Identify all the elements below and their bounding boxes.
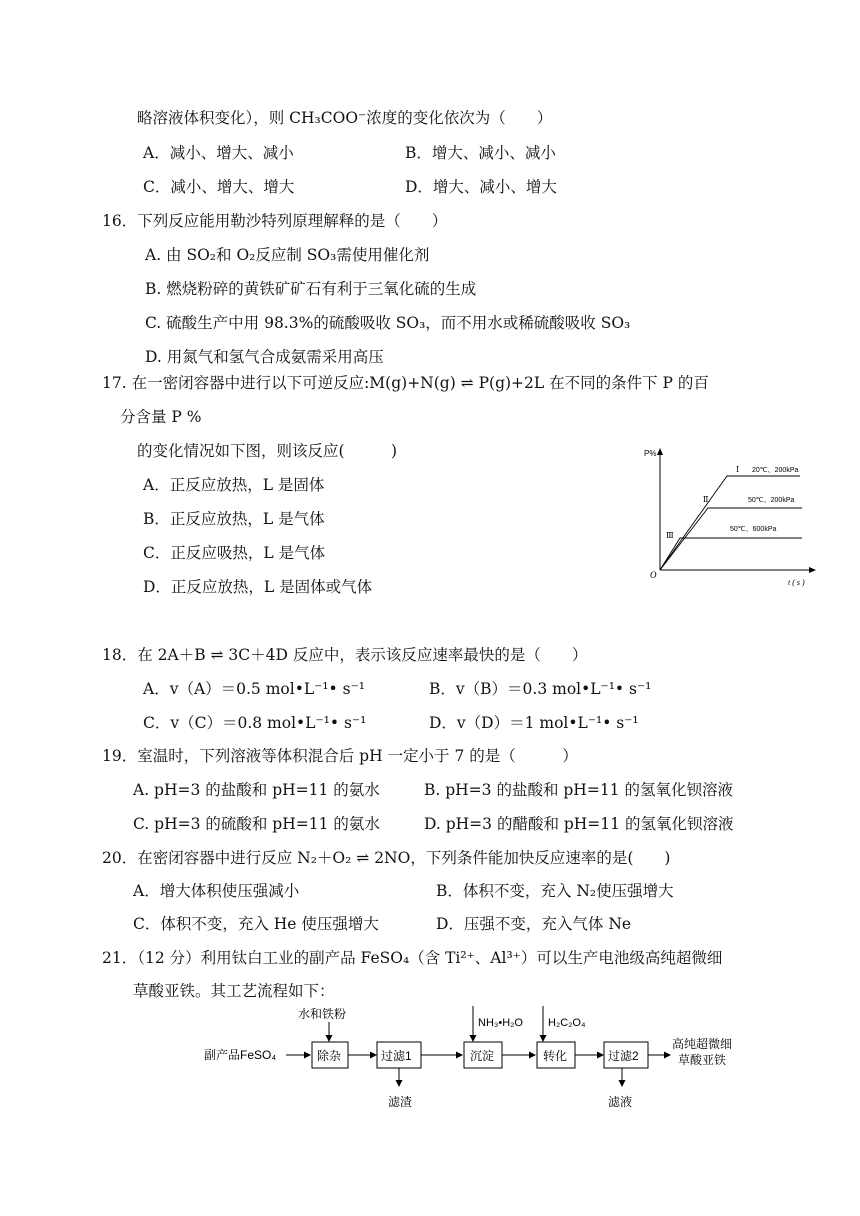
flow-product-line2: 草酸亚铁: [678, 1053, 727, 1067]
flow-waste-2: 滤液: [608, 1095, 633, 1109]
curve-2-label: Ⅱ: [703, 495, 709, 504]
q15-option-a: A．减小、增大、减小: [143, 144, 294, 162]
flow-reagent-1: 水和铁粉: [298, 1007, 347, 1021]
q18-option-d: D．v（D）＝1 mol•L⁻¹• s⁻¹: [429, 714, 639, 732]
flow-box-1-label: 除杂: [317, 1049, 342, 1063]
q15-option-b: B．增大、减小、减小: [405, 144, 556, 162]
q20-option-c: C．体积不变，充入 He 使压强增大: [133, 915, 379, 933]
q16-option-a: A. 由 SO₂和 O₂反应制 SO₃需使用催化剂: [145, 246, 430, 264]
q15-option-d: D．增大、减小、增大: [405, 178, 557, 196]
q21-stem-line2: 草酸亚铁。其工艺流程如下：: [133, 982, 335, 1000]
flow-product-line1: 高纯超微细: [672, 1037, 733, 1051]
q17-option-c: C．正反应吸热，L 是气体: [143, 544, 326, 562]
q20-option-d: D．压强不变，充入气体 Ne: [436, 915, 632, 933]
x-axis-arrow-icon: [809, 567, 816, 573]
q21-stem-line1: 21．（12 分）利用钛白工业的副产品 FeSO₄（含 Ti²⁺、Al³⁺）可以生产电池级高纯超微细: [102, 949, 723, 967]
q16-option-d: D. 用氮气和氢气合成氨需采用高压: [145, 348, 384, 366]
q18-stem: 18．在 2A＋B ⇌ 3C＋4D 反应中，表示该反应速率最快的是（ ）: [102, 646, 588, 664]
q19-stem: 19．室温时，下列溶液等体积混合后 pH 一定小于 7 的是（ ）: [102, 747, 578, 765]
curve-3-condition: 50℃、600kPa: [730, 526, 777, 533]
q19-option-c: C. pH=3 的硫酸和 pH=11 的氨水: [133, 815, 380, 833]
q17-stem-line1: 17. 在一密闭容器中进行以下可逆反应:M(g)+N(g) ⇌ P(g)+2L 在不同的条件下 P 的百: [102, 374, 709, 392]
q18-option-c: C．v（C）＝0.8 mol•L⁻¹• s⁻¹: [143, 714, 367, 732]
q17-option-d: D．正反应放热，L 是固体或气体: [143, 578, 373, 596]
q20-stem: 20．在密闭容器中进行反应 N₂＋O₂ ⇌ 2NO，下列条件能加快反应速率的是( ): [102, 849, 671, 867]
q17-option-a: A．正反应放热，L 是固体: [143, 476, 325, 494]
flow-box-4-label: 转化: [543, 1049, 568, 1063]
q17-graph: [640, 440, 820, 590]
q19-option-a: A. pH=3 的盐酸和 pH=11 的氨水: [133, 781, 380, 799]
flow-box-3-label: 沉淀: [470, 1049, 495, 1063]
flow-waste-1: 滤渣: [388, 1095, 413, 1109]
origin-label: O: [650, 570, 657, 580]
q15-stem-tail: 略溶液体积变化），则 CH₃COO⁻浓度的变化依次为（ ）: [137, 109, 553, 127]
x-axis-label: t ( s ): [788, 578, 805, 587]
flow-start-label: 副产品FeSO₄: [204, 1048, 277, 1062]
flow-box-2-label: 过滤1: [381, 1049, 412, 1063]
q18-option-a: A．v（A）＝0.5 mol•L⁻¹• s⁻¹: [143, 680, 365, 698]
q20-option-b: B．体积不变，充入 N₂使压强增大: [436, 882, 674, 900]
q18-option-b: B．v（B）＝0.3 mol•L⁻¹• s⁻¹: [429, 680, 652, 698]
flow-reagent-3: H₂C₂O₄: [548, 1017, 586, 1029]
curve-2: [660, 508, 802, 570]
q16-stem: 16．下列反应能用勒沙特列原理解释的是（ ）: [102, 212, 448, 230]
q19-option-b: B. pH=3 的盐酸和 pH=11 的氢氧化钡溶液: [424, 781, 733, 799]
flow-reagent-2: NH₃•H₂O: [478, 1017, 523, 1029]
curve-3-label: Ⅲ: [666, 531, 674, 540]
y-axis-label: P%: [644, 449, 657, 458]
q16-option-c: C. 硫酸生产中用 98.3%的硫酸吸收 SO₃，而不用水或稀硫酸吸收 SO₃: [145, 314, 631, 332]
q17-stem-line2: 分含量 P %: [120, 408, 202, 426]
q17-option-b: B．正反应放热，L 是气体: [143, 510, 325, 528]
q19-option-d: D. pH=3 的醋酸和 pH=11 的氢氧化钡溶液: [424, 815, 734, 833]
curve-1-condition: 20℃、200kPa: [752, 467, 799, 474]
q15-option-c: C．减小、增大、增大: [143, 178, 295, 196]
curve-1-label: Ⅰ: [736, 465, 740, 474]
y-axis-arrow-icon: [657, 448, 663, 455]
flow-box-5-label: 过滤2: [608, 1049, 639, 1063]
curve-2-condition: 50℃、200kPa: [748, 497, 795, 504]
curve-1: [660, 476, 800, 570]
q21-flowchart: [200, 1004, 780, 1114]
q17-stem-line3: 的变化情况如下图，则该反应( ): [137, 442, 398, 460]
q16-option-b: B. 燃烧粉碎的黄铁矿矿石有利于三氧化硫的生成: [145, 280, 477, 298]
q20-option-a: A．增大体积使压强减小: [133, 882, 300, 900]
